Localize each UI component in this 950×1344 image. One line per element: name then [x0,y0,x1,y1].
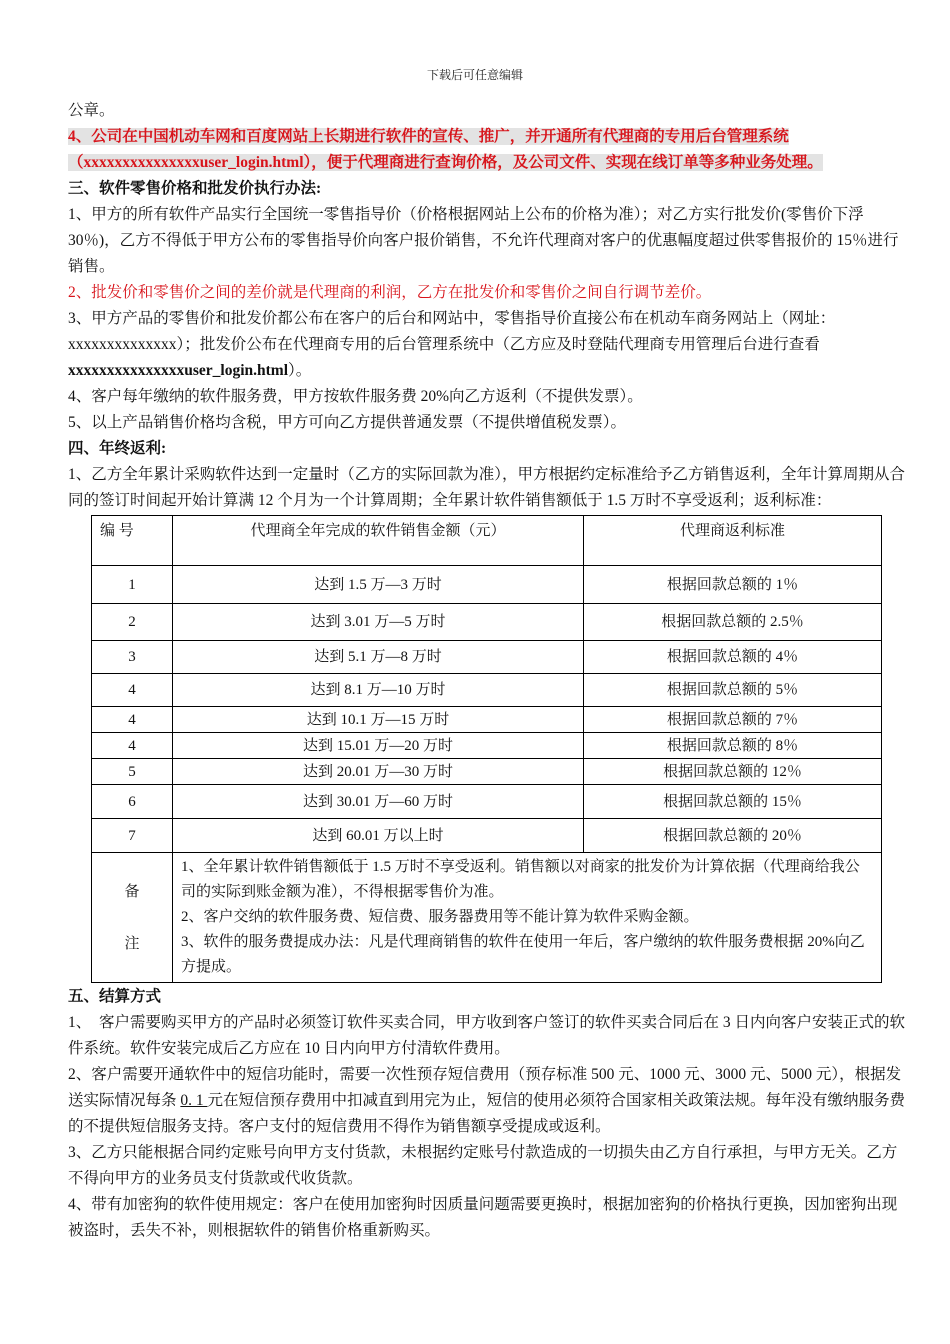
table-row [92,707,882,733]
table-header-row [92,516,882,566]
table-row [92,819,882,853]
table-row [92,674,882,707]
table-row [92,641,882,674]
row-number: 4 [92,707,173,733]
table-notes-row [92,853,882,983]
header-number: 编 号 [92,516,173,566]
section-3-item-3-text: 3、甲方产品的零售价和批发价都公布在客户的后台和网站中，零售指导价直接公布在机动车商务网站上（网址：xxxxxxxxxxxxxx）；批发价公布在代理商专用的后台管理系统中（乙方应及时登陆代理商专用管理后台进行查看 [68,310,836,353]
row-amount: 达到 15.01 万—20 万时 [173,733,584,759]
row-number: 2 [92,604,173,641]
section-3-item-3 [68,306,906,384]
row-rate: 根据回款总额的 7％ [584,707,882,733]
row-rate: 根据回款总额的 2.5％ [584,604,882,641]
paragraph-4-promotion [68,124,906,176]
row-amount: 达到 5.1 万—8 万时 [173,641,584,674]
table-row [92,566,882,604]
paragraph-4-line2: （xxxxxxxxxxxxxxxuser_login.html），便于代理商进行查询价格，及公司文件、实现在线订单等多种业务处理。 [68,154,823,171]
row-amount: 达到 20.01 万—30 万时 [173,759,584,785]
row-amount: 达到 1.5 万—3 万时 [173,566,584,604]
row-amount: 达到 10.1 万—15 万时 [173,707,584,733]
row-number: 6 [92,785,173,819]
table-row [92,733,882,759]
notes-label [92,853,173,983]
document-body [68,98,906,1244]
row-rate: 根据回款总额的 5％ [584,674,882,707]
row-number: 5 [92,759,173,785]
header-sales-amount: 代理商全年完成的软件销售金额（元） [173,516,584,566]
table-row [92,785,882,819]
row-rate: 根据回款总额的 8％ [584,733,882,759]
section-3-item-5: 5、以上产品销售价格均含税，甲方可向乙方提供普通发票（不提供增值税发票）。 [68,414,627,431]
row-amount: 达到 60.01 万以上时 [173,819,584,853]
notes-label-1: 备 [124,883,140,900]
row-amount: 达到 8.1 万—10 万时 [173,674,584,707]
section-4-heading: 四、年终返利: [68,440,167,457]
paragraph-gongzhang: 公章。 [68,102,115,119]
row-amount: 达到 30.01 万—60 万时 [173,785,584,819]
row-number: 7 [92,819,173,853]
notes-content [173,853,882,983]
section-4-item-1: 1、乙方全年累计采购软件达到一定量时（乙方的实际回款为准），甲方根据约定标准给予乙方销售返利，全年计算周期从合同的签订时间起开始计算满 12 个月为一个计算周期；全年累计软件销售额低于 1.5 万时不享受返利；返利标准： [68,466,906,509]
rebate-table [91,515,882,983]
section-5-item-2-text-b: 元在短信预存费用中扣减直到用完为止，短信的使用必须符合国家相关政策法规。每年没有缴纳服务费的不提供短信服务支持。客户支付的短信费用不得作为销售额享受提成或返利。 [68,1092,906,1135]
section-5-heading: 五、结算方式 [68,988,162,1005]
paragraph-4-line1: 4、公司在中国机动车网和百度网站上长期进行软件的宣传、推广，并开通所有代理商的专用后台管理系统 [68,128,789,145]
section-5-item-4: 4、带有加密狗的软件使用规定：客户在使用加密狗时因质量问题需要更换时，根据加密狗的价格执行更换，因加密狗出现被盗时，丢失不补，则根据软件的销售价格重新购买。 [68,1196,898,1239]
section-5-item-2-text-a: 2、客户需要开通软件中的短信功能时，需要一次性预存短信费用（预存标准 500 元、1000 元、3000 元、5000 元），根据发送实际情况每条 [68,1066,902,1109]
page-header: 下载后可任意编辑 [426,68,523,82]
sms-unit-price: 0. 1 [180,1092,208,1109]
note-item-3: 3、软件的服务费提成办法：凡是代理商销售的软件在使用一年后，客户缴纳的软件服务费根据 20%向乙方提成。 [181,934,865,975]
notes-label-2: 注 [124,935,140,952]
row-number: 1 [92,566,173,604]
row-number: 4 [92,733,173,759]
section-3-item-4: 4、客户每年缴纳的软件服务费，甲方按软件服务费 20%向乙方返利（不提供发票）。 [68,388,643,405]
row-rate: 根据回款总额的 20％ [584,819,882,853]
row-rate: 根据回款总额的 15％ [584,785,882,819]
row-rate: 根据回款总额的 4％ [584,641,882,674]
section-3-item-2: 2、批发价和零售价之间的差价就是代理商的利润，乙方在批发价和零售价之间自行调节差价。 [68,284,712,301]
row-number: 3 [92,641,173,674]
row-amount: 达到 3.01 万—5 万时 [173,604,584,641]
section-3-item-1: 1、甲方的所有软件产品实行全国统一零售指导价（价格根据网站上公布的价格为准）；对乙方实行批发价(零售价下浮 30％)，乙方不得低于甲方公布的零售指导价向客户报价销售，不允许代理商对客户的优惠幅度超过供零售报价的 15％进行销售。 [68,206,899,275]
backend-url: xxxxxxxxxxxxxxxuser_login.html [68,362,289,379]
note-item-2: 2、客户交纳的软件服务费、短信费、服务器费用等不能计算为软件采购金额。 [181,909,699,925]
section-5-item-3: 3、乙方只能根据合同约定账号向甲方支付货款，未根据约定账号付款造成的一切损失由乙方自行承担，与甲方无关。乙方不得向甲方的业务员支付货款或代收货款。 [68,1144,898,1187]
note-item-1: 1、全年累计软件销售额低于 1.5 万时不享受返利。销售额以对商家的批发价为计算依据（代理商给我公司的实际到账金额为准），不得根据零售价为准。 [181,859,860,900]
table-row [92,604,882,641]
section-5-item-2 [68,1062,906,1140]
section-5-item-1: 1、 客户需要购买甲方的产品时必须签订软件买卖合同，甲方收到客户签订的软件买卖合同后在 3 日内向客户安装正式的软件系统。软件安装完成后乙方应在 10 日内向甲方付清软件费用。 [68,1014,906,1057]
row-rate: 根据回款总额的 1％ [584,566,882,604]
table-row [92,759,882,785]
row-number: 4 [92,674,173,707]
section-3-item-3-end: ）。 [288,362,312,379]
row-rate: 根据回款总额的 12％ [584,759,882,785]
header-rebate-standard: 代理商返利标准 [584,516,882,566]
section-3-heading: 三、软件零售价格和批发价执行办法: [68,180,322,197]
